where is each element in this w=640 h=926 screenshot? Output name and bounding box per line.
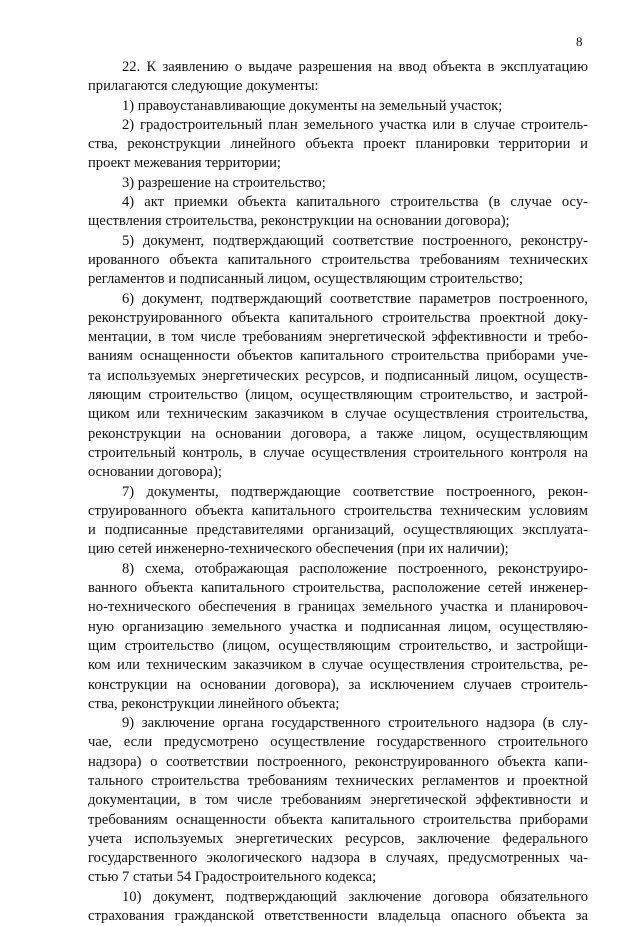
text-line: строительный контроль, в случае осуществления строительного контроля на [88,444,588,461]
text-line: щиком или техническим заказчиком в случае осуществления строительства, [88,406,588,423]
text-line: государственного экологического надзора в случаях, предусмотренных ча- [88,850,588,867]
text-line: реконструкции на основании договора, а также лицом, осуществляющим [88,425,588,442]
text-line: стью 7 статьи 54 Градостроительного кодекса; [88,869,377,886]
text-line: щим строительство (лицом, осуществляющим строительство, и застройщи- [88,637,588,654]
text-line: ляющим строительство (лицом, осуществляющим строительство, и застрой- [88,387,588,404]
text-line: 5) документ, подтверждающий соответствие построенного, реконстру- [122,232,588,249]
text-line: чае, если предусмотрено осуществление государственного строительного [88,734,588,751]
text-line: ванного объекта капитального строительства, расположение сетей инженер- [88,580,588,597]
text-line: но-технического обеспечения в границах земельного участка и планировоч- [88,599,588,616]
text-line: 8) схема, отображающая расположение построенного, реконструиро- [122,560,588,577]
text-line: струированного объекта капитального строительства техническим условиям [88,502,588,519]
text-line: и подписанные представителями организаций, осуществляющих эксплуата- [88,522,588,539]
text-line: та используемых энергетических ресурсов, и подписанный лицом, осуществ- [88,367,588,384]
text-line: страхования гражданской ответственности владельца опасного объекта за [88,908,588,925]
document-body [88,58,588,926]
text-line: надзора) о соответствии построенного, реконструированного объекта капи- [88,753,588,770]
text-line: основании договора); [88,464,222,481]
text-line: ком или техническим заказчиком в случае осуществления строительства, ре- [88,657,588,674]
page-number: 8 [576,34,583,49]
text-line: требованиям оснащенности объекта капитального строительства приборами [88,811,588,828]
text-line: ированного объекта капитального строительства требованиям технических [88,251,588,268]
text-line: тального строительства требованиям технических регламентов и проектной [88,772,588,789]
text-line: 22. К заявлению о выдаче разрешения на ввод объекта в эксплуатацию [122,59,588,75]
text-line: реконструированного объекта капитального строительства проектной доку- [88,309,588,326]
text-line: ства, реконструкции линейного объекта; [88,695,340,712]
text-line: 6) документ, подтверждающий соответствие параметров построенного, [122,290,588,307]
text-line: проект межевания территории; [88,155,281,172]
text-line: ную организацию земельного участка и подписанная лицом, осуществляю- [88,618,588,635]
text-line: прилагаются следующие документы: [88,78,319,95]
text-line: 4) акт приемки объекта капитального строительства (в случае осу- [122,194,588,211]
text-line: ментации, в том числе требованиям энергетической эффективности и требо- [88,329,588,346]
text-line: 10) документ, подтверждающий заключение договора обязательного [122,888,588,905]
text-line: 7) документы, подтверждающие соответствие построенного, рекон- [122,483,588,500]
text-line: учета используемых энергетических ресурсов, заключение федерального [88,830,588,847]
text-line: 1) правоустанавливающие документы на земельный участок; [122,97,503,114]
text-line: цию сетей инженерно-технического обеспечения (при их наличии); [88,541,509,558]
text-line: 3) разрешение на строительство; [122,174,326,191]
text-line: 2) градостроительный план земельного участка или в случае строитель- [122,116,588,133]
text-line: ваниям оснащенности объектов капитального строительства приборами уче- [88,348,588,365]
text-line: конструкции на основании договора), за исключением случаев строитель- [88,676,588,693]
text-line: документации, в том числе требованиям энергетической эффективности и [88,792,588,809]
text-line: ществления строительства, реконструкции на основании договора); [88,213,510,230]
text-line: ства, реконструкции линейного объекта проект планировки территории и [88,136,588,153]
text-line: 9) заключение органа государственного строительного надзора (в слу- [122,715,588,732]
text-line: регламентов и подписанный лицом, осуществляющим строительство; [88,271,523,288]
